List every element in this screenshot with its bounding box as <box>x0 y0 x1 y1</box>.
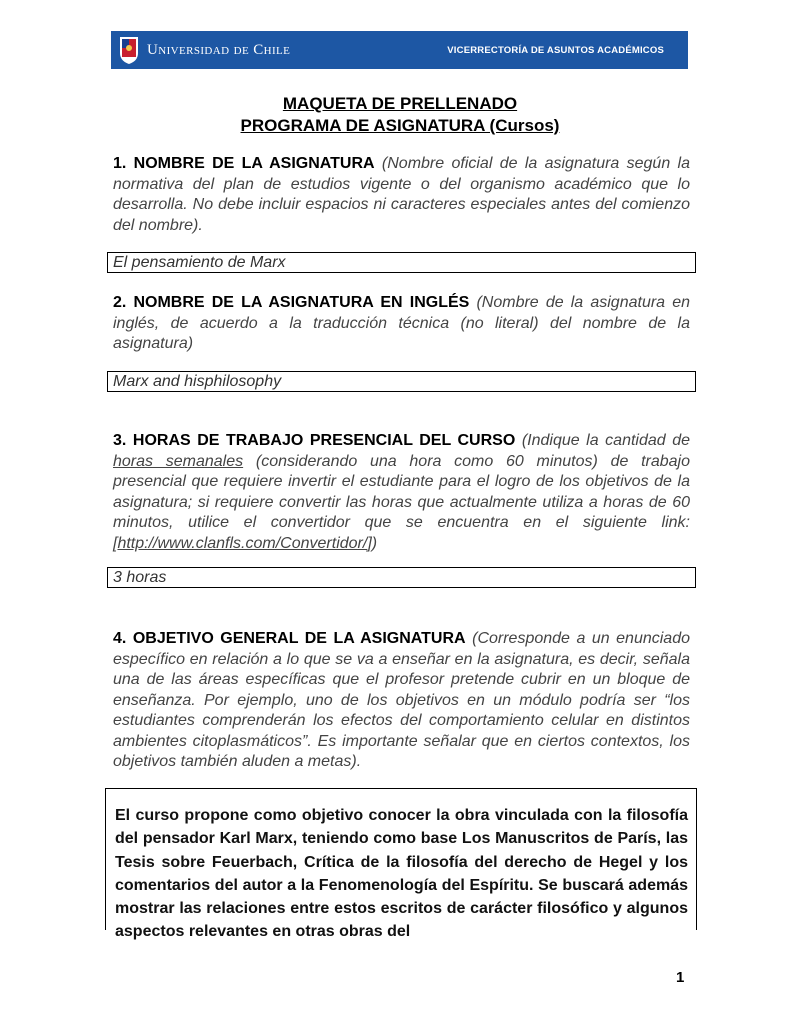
vicerrectoria-label: VICERRECTORÍA DE ASUNTOS ACADÉMICOS <box>447 44 664 56</box>
page-number: 1 <box>676 969 685 986</box>
general-objective-text: El curso propone como objetivo conocer la obra vinculada con la filosofía del pensador Karl Marx, teniendo como base Los Manuscritos de París, las Tesis sobre Feuerbach, Crítica de la filosofía del derecho de Hegel y los comentarios del autor a la Fenomenología del Espíritu. Se buscará además mostrar las relaciones entre estos escritos de carácter filosófico y algunos aspectos relevantes en otras obras del <box>115 807 688 941</box>
document-title-line-2: PROGRAMA DE ASIGNATURA (Cursos) <box>240 116 560 135</box>
university-name: Universidad de Chile <box>147 41 291 58</box>
section-3-description-pre: (Indique la cantidad de <box>521 432 690 449</box>
section-1-heading: 1. NOMBRE DE LA ASIGNATURA <box>113 155 375 172</box>
section-4-description: (Corresponde a un enunciado específico en relación a lo que se va a enseñar en la asignatura, es decir, señala una de las áreas específicas que el profesor pretende cubrir en un bloque de enseñanza. Por ejemplo, uno de los objetivos en un módulo podría ser “los estudiantes comprenderán los efectos del comportamiento celular en distintos ambientes citoplasmáticos”. Es importante señalar que en ciertos contextos, los objetivos también aluden a metas). <box>113 630 691 770</box>
weekly-hours-field[interactable]: 3 horas <box>107 567 696 588</box>
section-2-prompt <box>113 293 690 355</box>
section-3-description-post: ]) <box>367 534 378 552</box>
section-1-description: (Nombre oficial de la asignatura según la normativa del plan de estudios vigente o del organismo académico que lo desarrolla. No debe incluir espacios ni caracteres especiales antes del comienzo del nombre). <box>113 155 691 234</box>
section-1-prompt <box>113 154 690 236</box>
header-logo-group <box>119 35 290 65</box>
course-name-field[interactable]: El pensamiento de Marx <box>107 252 696 273</box>
course-name-english-field[interactable]: Marx and hisphilosophy <box>107 371 696 392</box>
header-banner <box>111 31 688 69</box>
section-3-description-mid: (considerando una hora como 60 minutos) de trabajo presencial que requiere invertir el estudiante para el logro de los objetivos de la asignatura; si requiere convertir las horas que actualmente utiliza a horas de 60 minutos, utilice el convertidor que se encuentra en el siguiente link: [ <box>113 452 691 552</box>
converter-link[interactable]: http://www.clanfls.com/Convertidor/ <box>117 534 368 552</box>
section-2-description: (Nombre de la asignatura en inglés, de acuerdo a la traducción técnica (no literal) del nombre de la asignatura) <box>113 294 690 352</box>
section-4-heading: 4. OBJETIVO GENERAL DE LA ASIGNATURA <box>113 630 466 647</box>
section-2-heading: 2. NOMBRE DE LA ASIGNATURA EN INGLÉS <box>113 294 470 311</box>
section-3-description-underlined: horas semanales <box>113 452 244 470</box>
section-3-prompt <box>113 431 690 554</box>
university-crest-icon <box>119 35 139 65</box>
general-objective-box[interactable] <box>105 788 697 941</box>
document-title-line-1: MAQUETA DE PRELLENADO <box>282 94 518 113</box>
section-3-heading: 3. HORAS DE TRABAJO PRESENCIAL DEL CURSO <box>113 432 516 449</box>
section-4-prompt <box>113 629 690 773</box>
